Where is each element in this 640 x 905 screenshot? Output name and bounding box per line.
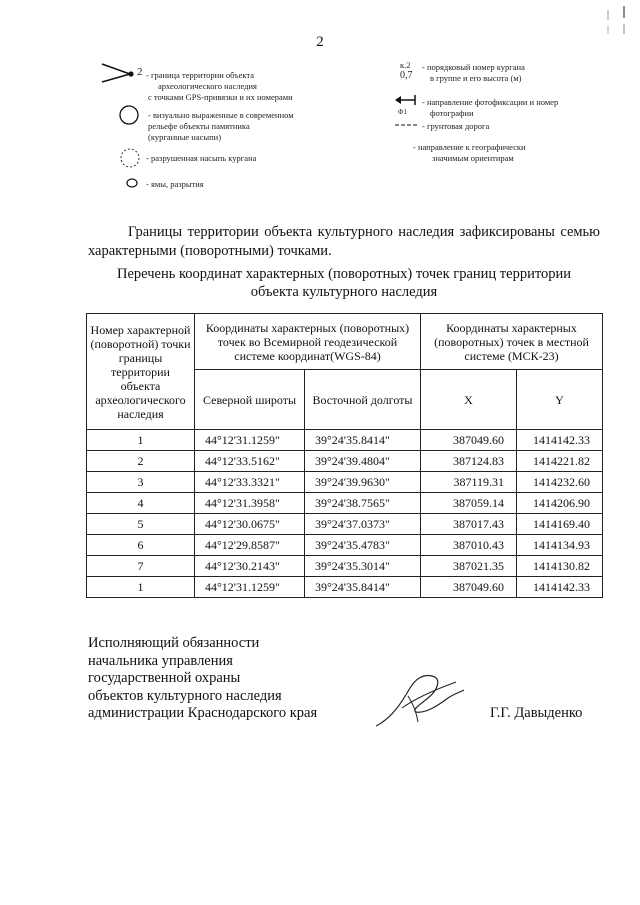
pit-icon bbox=[125, 177, 139, 189]
legend-photo-line1: - направление фотофиксации и номер bbox=[422, 97, 559, 107]
x-coordinate-cell: 387119.31 bbox=[421, 472, 517, 493]
latitude-cell: 44°12'33.3321" bbox=[195, 472, 305, 493]
point-number-cell: 7 bbox=[87, 556, 195, 577]
header-msk23: Координаты характерных (поворотных) точек в местной системе (МСК-23) bbox=[421, 314, 603, 370]
table-row bbox=[87, 535, 603, 556]
legend-photo-line2: фотографии bbox=[430, 108, 474, 118]
signatory-line: объектов культурного наследия bbox=[88, 687, 282, 704]
y-coordinate-cell: 1414206.90 bbox=[517, 493, 603, 514]
signatory-line: начальника управления bbox=[88, 652, 233, 669]
legend-relief-line1: - визуально выраженные в современном bbox=[148, 110, 294, 120]
y-coordinate-cell: 1414221.82 bbox=[517, 451, 603, 472]
legend-relief-line2: рельефе объекты памятника bbox=[148, 121, 250, 131]
x-coordinate-cell: 387049.60 bbox=[421, 577, 517, 598]
point-number-cell: 5 bbox=[87, 514, 195, 535]
longitude-cell: 39°24'35.8414" bbox=[305, 430, 421, 451]
latitude-cell: 44°12'29.8587" bbox=[195, 535, 305, 556]
table-row bbox=[87, 577, 603, 598]
kurgan-number-label: к.2 bbox=[400, 60, 411, 70]
legend-destroyed: - разрушенная насыпь кургана bbox=[146, 153, 257, 163]
kurgan-height-label: 0,7 bbox=[400, 70, 413, 81]
edge-marks bbox=[600, 4, 630, 44]
x-coordinate-cell: 387059.14 bbox=[421, 493, 517, 514]
latitude-cell: 44°12'31.1259" bbox=[195, 430, 305, 451]
signatory-title bbox=[88, 635, 317, 723]
legend-kurgan-line1: - порядковый номер кургана bbox=[422, 62, 525, 72]
y-coordinate-cell: 1414169.40 bbox=[517, 514, 603, 535]
legend-kurgan-line2: в группе и его высота (м) bbox=[430, 73, 522, 83]
boundary-marker-number: 2 bbox=[137, 66, 143, 78]
legend-relief-line3: (курганные насыпи) bbox=[148, 132, 222, 142]
latitude-cell: 44°12'31.1259" bbox=[195, 577, 305, 598]
header-point-number: Номер характерной (поворотной) точки границы территории объекта археологического наследия bbox=[87, 314, 195, 430]
signatory-line: государственной охраны bbox=[88, 670, 241, 686]
y-coordinate-cell: 1414130.82 bbox=[517, 556, 603, 577]
coordinates-table bbox=[86, 313, 603, 598]
legend-boundary-line1: - граница территории объекта bbox=[146, 70, 255, 80]
point-number-cell: 3 bbox=[87, 472, 195, 493]
table-title-line1: Перечень координат характерных (поворотных) точек границ территории bbox=[116, 266, 572, 282]
legend-boundary-line2: археологического наследия bbox=[158, 81, 257, 91]
x-coordinate-cell: 387124.83 bbox=[421, 451, 517, 472]
legend-boundary-line3: с точками GPS-привязки и их номерами bbox=[148, 92, 293, 102]
legend-orientation-line2: значимым ориентирам bbox=[432, 153, 514, 163]
latitude-cell: 44°12'33.5162" bbox=[195, 451, 305, 472]
longitude-cell: 39°24'35.4783" bbox=[305, 535, 421, 556]
table-row bbox=[87, 430, 603, 451]
point-number-cell: 1 bbox=[87, 577, 195, 598]
point-number-cell: 1 bbox=[87, 430, 195, 451]
latitude-cell: 44°12'30.0675" bbox=[195, 514, 305, 535]
header-wgs84: Координаты характерных (поворотных) точек во Всемирной геодезической системе координат(WGS-84) bbox=[195, 314, 421, 370]
longitude-cell: 39°24'39.9630" bbox=[305, 472, 421, 493]
longitude-cell: 39°24'39.4804" bbox=[305, 451, 421, 472]
header-longitude: Восточной долготы bbox=[305, 370, 421, 430]
kurgan-mound-icon bbox=[118, 104, 142, 126]
table-row bbox=[87, 493, 603, 514]
table-row bbox=[87, 472, 603, 493]
dirt-road-icon bbox=[394, 122, 418, 130]
x-coordinate-cell: 387049.60 bbox=[421, 430, 517, 451]
legend-orientation-line1: - направление к географически bbox=[413, 142, 526, 152]
signatory-line: Исполняющий обязанности bbox=[88, 635, 260, 651]
x-coordinate-cell: 387010.43 bbox=[421, 535, 517, 556]
header-y: Y bbox=[517, 370, 603, 430]
boundary-line-icon bbox=[100, 60, 140, 84]
x-coordinate-cell: 387017.43 bbox=[421, 514, 517, 535]
y-coordinate-cell: 1414142.33 bbox=[517, 430, 603, 451]
latitude-cell: 44°12'30.2143" bbox=[195, 556, 305, 577]
header-x: X bbox=[421, 370, 517, 430]
point-number-cell: 6 bbox=[87, 535, 195, 556]
table-row bbox=[87, 514, 603, 535]
point-number-cell: 2 bbox=[87, 451, 195, 472]
point-number-cell: 4 bbox=[87, 493, 195, 514]
y-coordinate-cell: 1414142.33 bbox=[517, 577, 603, 598]
handwritten-signature bbox=[372, 668, 472, 732]
legend-road: - грунтовая дорога bbox=[422, 121, 490, 131]
longitude-cell: 39°24'35.8414" bbox=[305, 577, 421, 598]
table-title bbox=[88, 265, 600, 301]
y-coordinate-cell: 1414134.93 bbox=[517, 535, 603, 556]
signatory-name: Г.Г. Давыденко bbox=[490, 705, 583, 721]
table-row bbox=[87, 451, 603, 472]
destroyed-kurgan-icon bbox=[118, 146, 142, 170]
photo-label: Ф1 bbox=[398, 108, 408, 116]
y-coordinate-cell: 1414232.60 bbox=[517, 472, 603, 493]
table-title-line2: объекта культурного наследия bbox=[250, 284, 438, 300]
header-latitude: Северной широты bbox=[195, 370, 305, 430]
intro-paragraph: Границы территории объекта культурного наследия зафиксированы семью характерными (поворотными) точками. bbox=[88, 224, 600, 259]
longitude-cell: 39°24'35.3014" bbox=[305, 556, 421, 577]
longitude-cell: 39°24'37.0373" bbox=[305, 514, 421, 535]
page-number: 2 bbox=[316, 34, 324, 50]
signatory-line: администрации Краснодарского края bbox=[88, 705, 318, 721]
longitude-cell: 39°24'38.7565" bbox=[305, 493, 421, 514]
photo-direction-arrow-icon bbox=[393, 94, 419, 106]
table-row bbox=[87, 556, 603, 577]
latitude-cell: 44°12'31.3958" bbox=[195, 493, 305, 514]
legend-pits: - ямы, разрытия bbox=[146, 179, 204, 189]
x-coordinate-cell: 387021.35 bbox=[421, 556, 517, 577]
